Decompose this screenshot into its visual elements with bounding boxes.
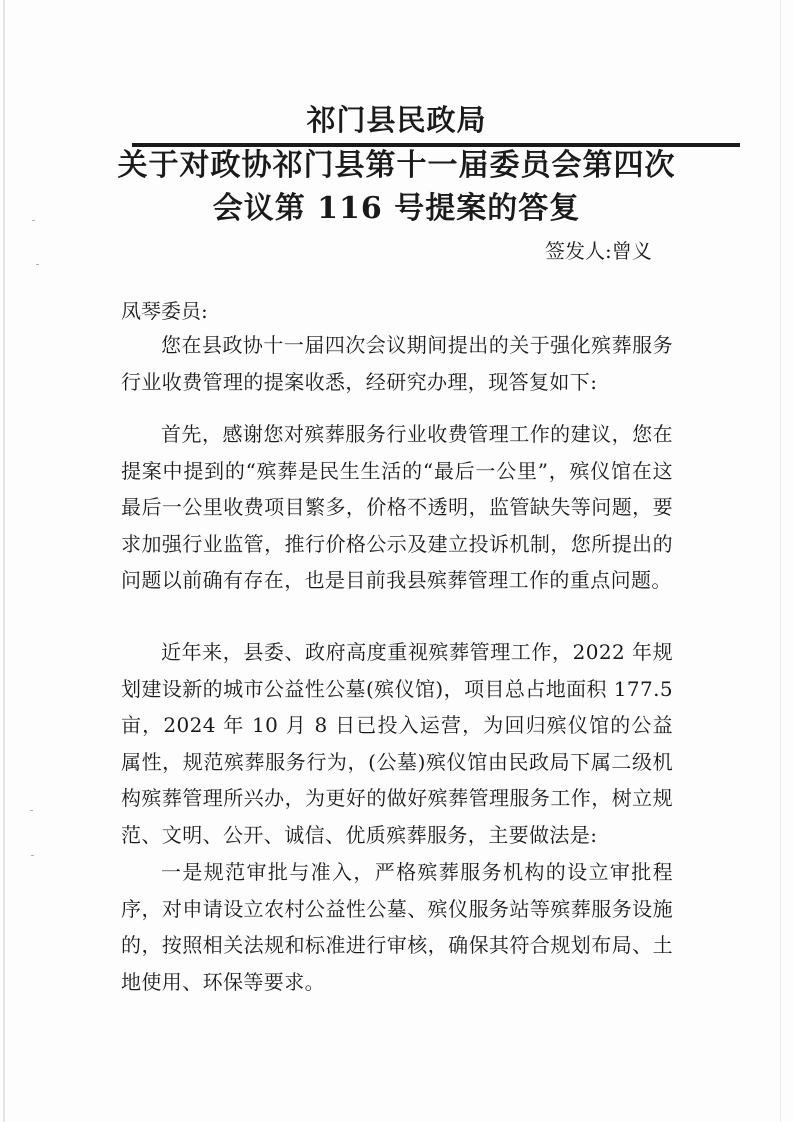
scan-speck	[30, 810, 33, 811]
doc-title-line-2: 会议第 116 号提案的答复	[212, 191, 581, 226]
scan-speck	[31, 855, 34, 856]
body-paragraph-3: 近年来，县委、政府高度重视殡葬管理工作，2022 年规划建设新的城市公益性公墓(殡仪馆)，项目总占地面积 177.5 亩，2024 年 10 月 8 日已投入运营，为回归殡仪馆的公益属性，规范殡葬服务行为，(公墓)殡仪馆由民政局下属二级机构殡葬管理所兴办，为更好的做好殡葬管理服务工作，树立规范、文明、公开、诚信、优质殡葬服务，主要做法是:	[121, 640, 673, 847]
doc-title-line-1: 关于对政协祁门县第十一届委员会第四次	[117, 148, 676, 183]
scan-specks	[30, 200, 50, 900]
body-paragraph-2: 首先，感谢您对殡葬服务行业收费管理工作的建议，您在提案中提到的“殡葬是民生生活的“最后一公里”，殡仪馆在这最后一公里收费项目繁多，价格不透明，监管缺失等问题，要求加强行业监管，推行价格公示及建立投诉机制，您所提出的问题以前确有存在，也是目前我县殡葬管理工作的重点问题。	[121, 422, 673, 592]
org-title: 祁门县民政局	[306, 103, 487, 137]
body-paragraph-4: 一是规范审批与准入，严格殡葬服务机构的设立审批程序，对申请设立农村公益性公墓、殡仪服务站等殡葬服务设施的，按照相关法规和标准进行审核，确保其符合规划布局、土地使用、环保等要求。	[121, 860, 673, 994]
salutation: 凤琴委员:	[121, 299, 208, 323]
body-paragraph-1: 您在县政协十一届四次会议期间提出的关于强化殡葬服务行业收费管理的提案收悉，经研究办理，现答复如下:	[121, 333, 673, 394]
issuer-signature: 签发人:曾义	[545, 239, 652, 263]
scan-speck	[36, 264, 39, 265]
